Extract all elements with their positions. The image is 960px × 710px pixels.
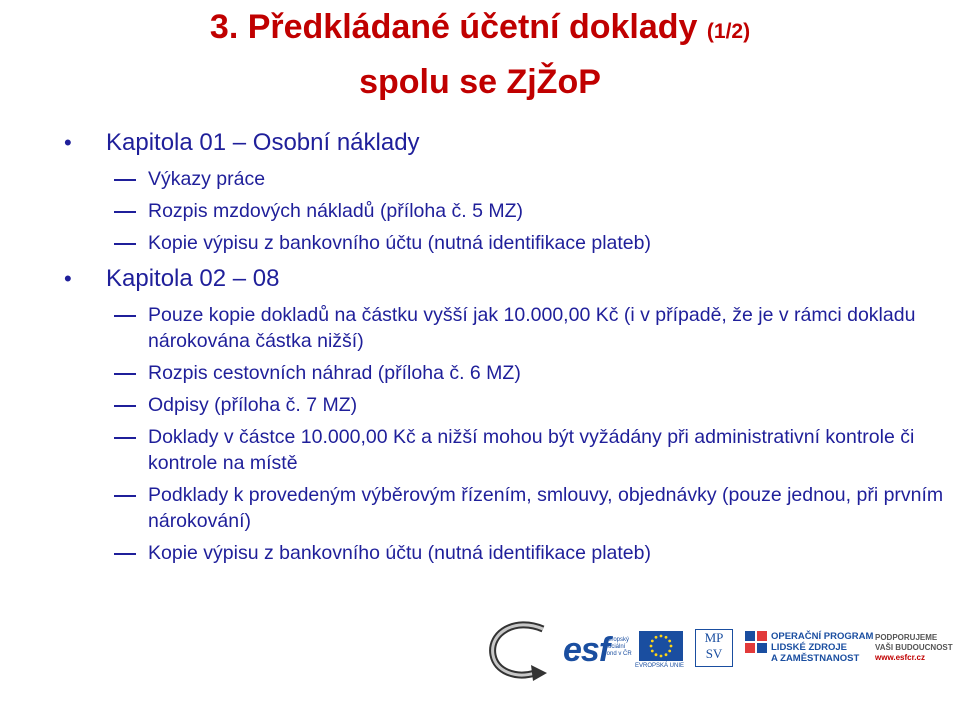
curved-arrow-logo-icon <box>485 615 555 685</box>
slide-content <box>62 120 952 566</box>
mpsv-logo <box>695 629 733 667</box>
list-item-text: Kopie výpisu z bankovního účtu (nutná identifikace plateb) <box>148 232 651 254</box>
list-item <box>62 392 952 418</box>
dash-icon <box>114 315 136 317</box>
esf-caption <box>605 637 632 658</box>
support-url: www.esfcr.cz <box>875 653 925 662</box>
esf-caption-line: evropský <box>605 637 630 643</box>
dash-icon <box>114 243 136 245</box>
esf-caption-line: fond v ČR <box>605 651 632 657</box>
list-item-text: Rozpis mzdových nákladů (příloha č. 5 MZ) <box>148 200 523 222</box>
list-item <box>62 302 952 354</box>
title-line-1 <box>0 2 960 57</box>
list-item <box>62 198 952 224</box>
eu-flag-icon <box>639 631 683 661</box>
dash-icon <box>114 179 136 181</box>
list-item <box>62 482 952 534</box>
esf-mark: esf <box>563 631 610 669</box>
mpsv-top: MP <box>704 630 724 645</box>
support-line: PODPORUJEME <box>875 633 938 642</box>
support-line: VAŠI BUDOUCNOST <box>875 643 953 652</box>
title-main: 3. Předkládané účetní doklady <box>209 8 698 46</box>
footer-logos <box>485 615 960 695</box>
section-heading <box>62 126 952 160</box>
slide-title <box>0 2 960 107</box>
op-lzz-symbol-icon <box>745 631 767 653</box>
list-item-text: Doklady v částce 10.000,00 Kč a nižší mohou být vyžádány při administrativní kontrole či kontrole na místě <box>148 426 915 474</box>
list-item <box>62 540 952 566</box>
title-line-2: spolu se ZjŽoP <box>359 63 601 101</box>
dash-icon <box>114 553 136 555</box>
list-item-text: Odpisy (příloha č. 7 MZ) <box>148 394 358 416</box>
section-heading-text: Kapitola 01 – Osobní náklady <box>106 129 420 156</box>
list-item <box>62 424 952 476</box>
dash-icon <box>114 373 136 375</box>
list-item <box>62 360 952 386</box>
list-item <box>62 230 952 256</box>
list-item-text: Kopie výpisu z bankovního účtu (nutná identifikace plateb) <box>148 542 651 564</box>
esf-caption-line: sociální <box>605 644 626 650</box>
section-heading <box>62 262 952 296</box>
dash-icon <box>114 495 136 497</box>
list-item-text: Výkazy práce <box>148 168 266 190</box>
section-heading-text: Kapitola 02 – 08 <box>106 265 280 292</box>
esf-logo <box>563 631 635 681</box>
list-item-text: Rozpis cestovních náhrad (příloha č. 6 MZ) <box>148 362 521 384</box>
op-line: A ZAMĚSTNANOST <box>771 653 860 664</box>
title-page-indicator: (1/2) <box>706 20 751 43</box>
dash-icon <box>114 405 136 407</box>
dash-icon <box>114 437 136 439</box>
support-slogan <box>875 633 960 663</box>
dash-icon <box>114 211 136 213</box>
list-item-text: Pouze kopie dokladů na částku vyšší jak 10.000,00 Kč (i v případě, že je v rámci dokladu nárokována částka nižší) <box>148 304 916 352</box>
op-line: OPERAČNÍ PROGRAM <box>771 631 874 642</box>
eu-caption: EVROPSKÁ UNIE <box>635 663 685 669</box>
bullet-icon: • <box>64 266 72 291</box>
list-item <box>62 166 952 192</box>
op-line: LIDSKÉ ZDROJE <box>771 642 848 653</box>
op-lzz-text <box>771 631 881 664</box>
bullet-icon: • <box>64 130 72 155</box>
list-item-text: Podklady k provedeným výběrovým řízením, smlouvy, objednávky (pouze jednou, při prvním nárokování) <box>148 484 944 532</box>
mpsv-bottom: SV <box>705 646 723 661</box>
